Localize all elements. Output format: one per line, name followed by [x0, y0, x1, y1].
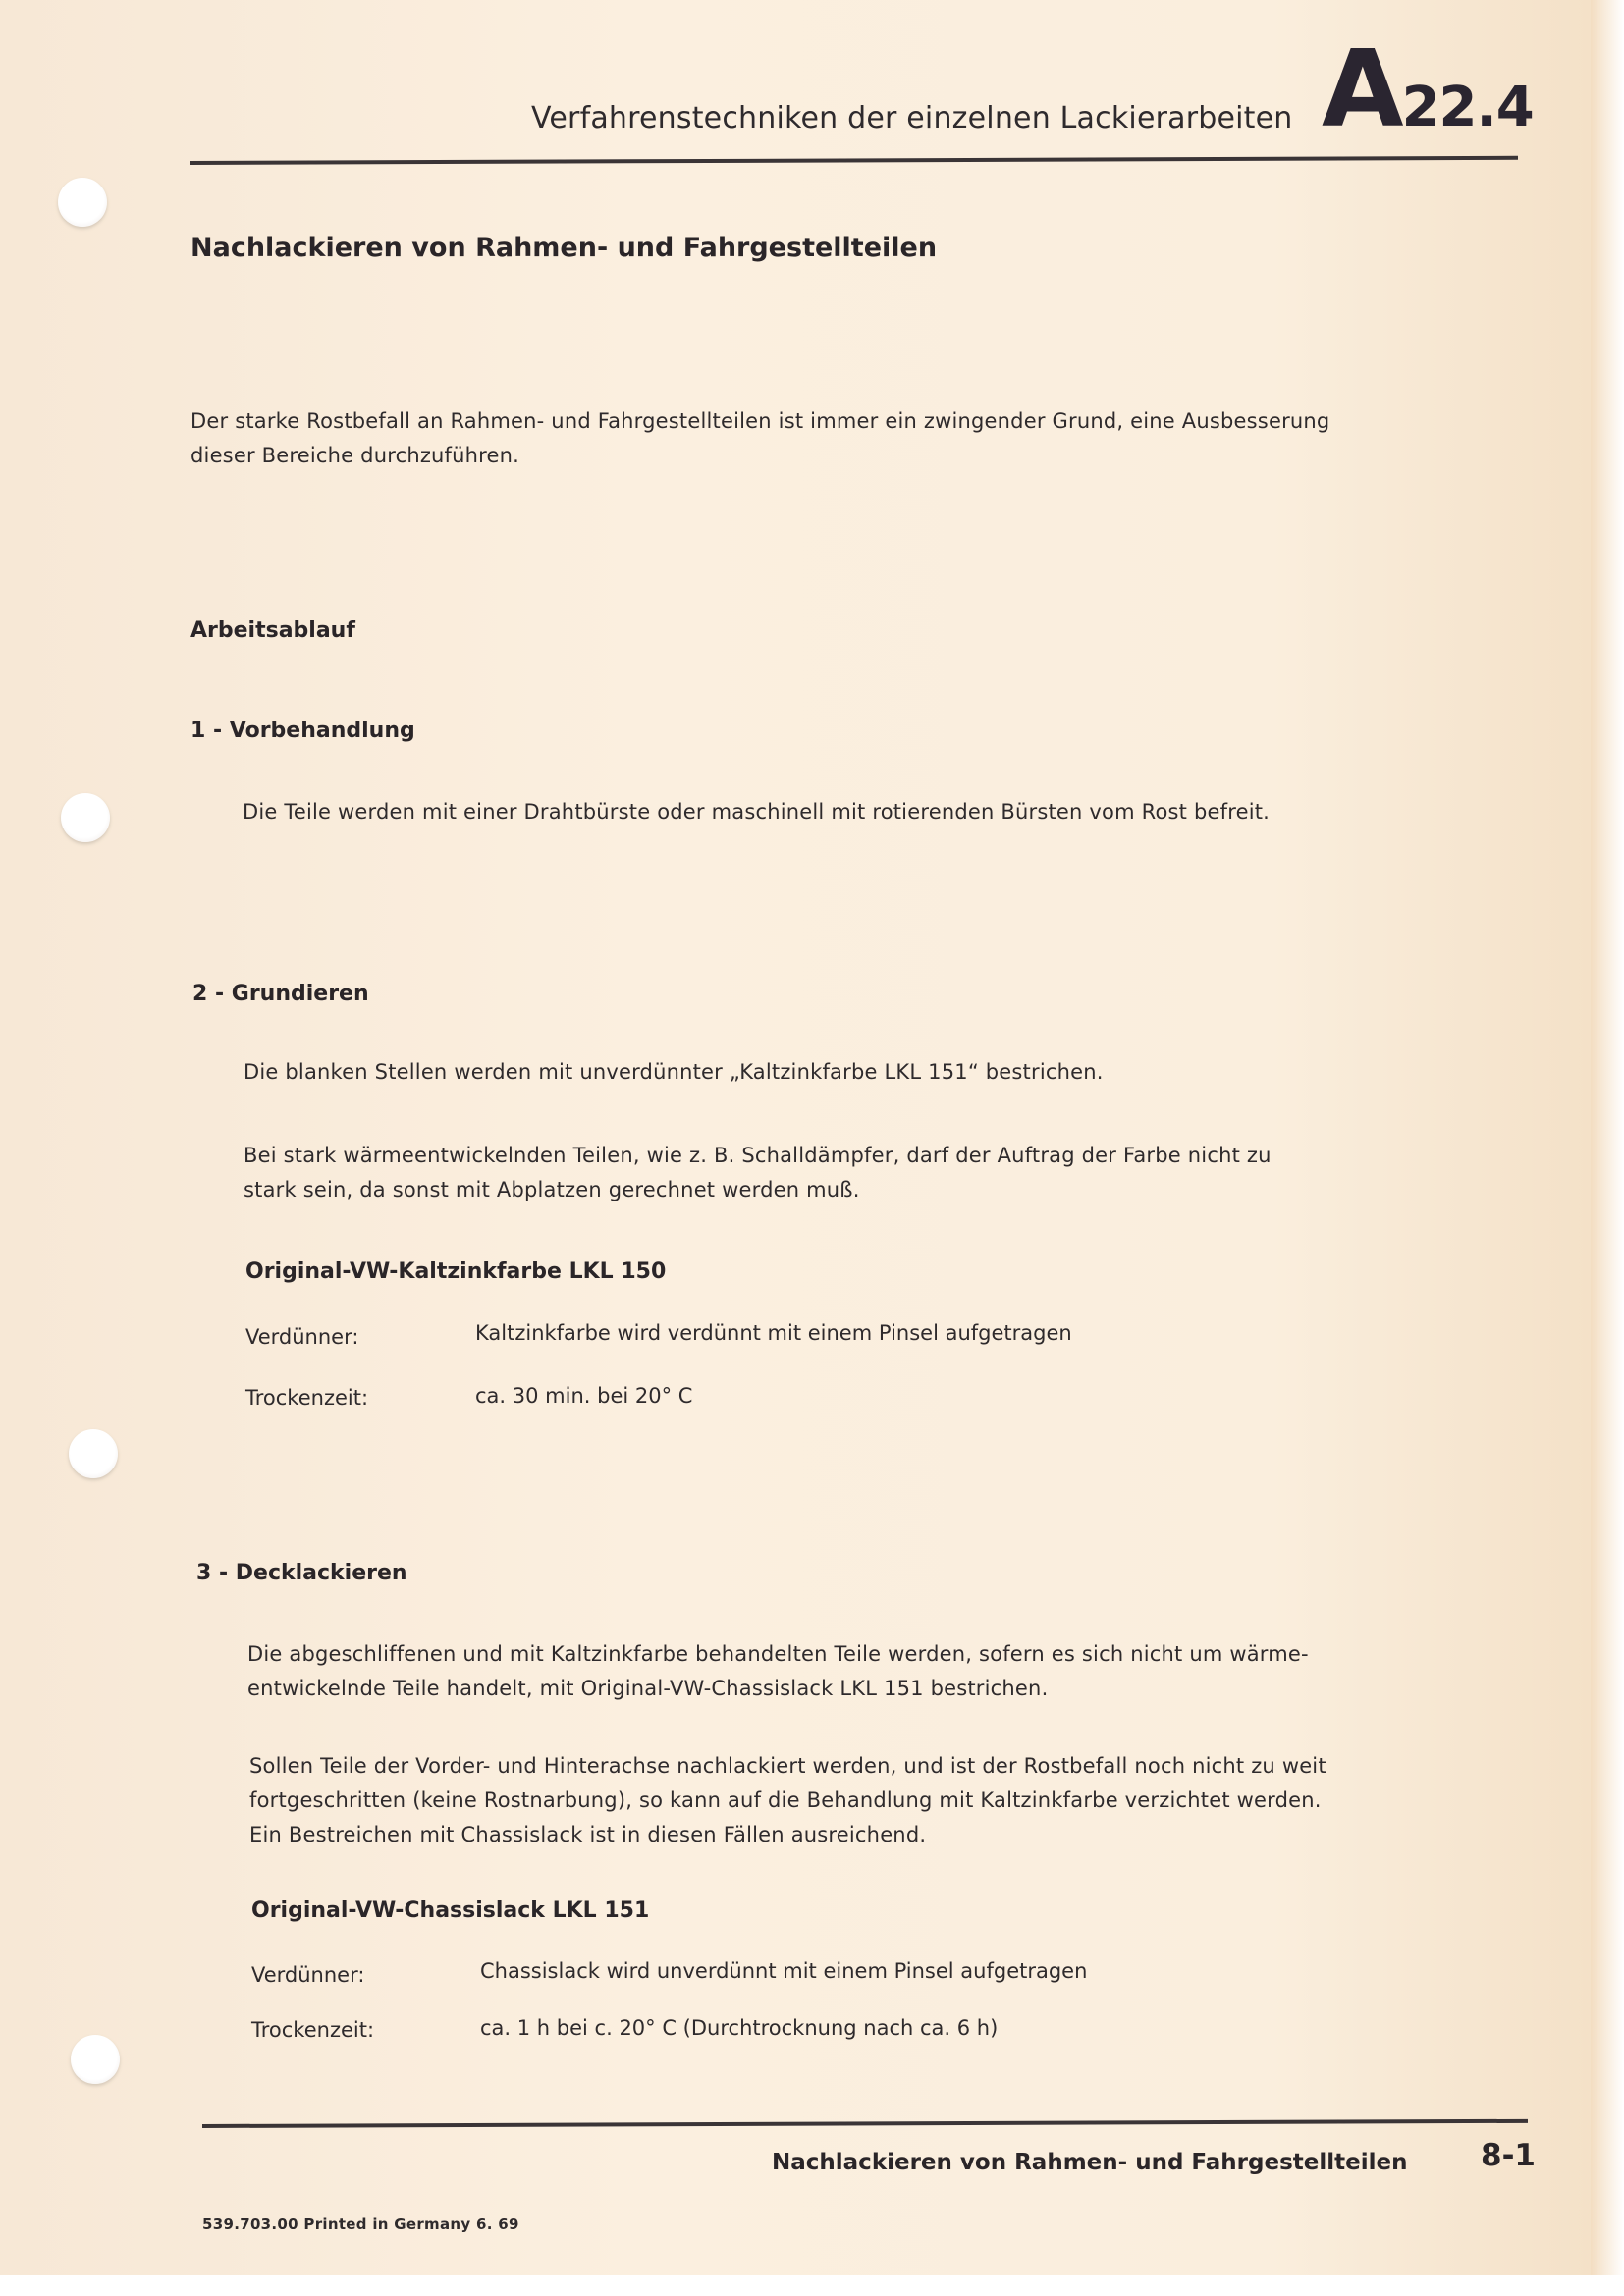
spec-value: Kaltzinkfarbe wird verdünnt mit einem Pinsel aufgetragen [475, 1321, 1072, 1345]
spec-label: Trockenzeit: [251, 2018, 375, 2042]
step-paragraph [244, 1139, 1272, 1207]
spec-label: Verdünner: [251, 1963, 365, 1987]
step-paragraph [244, 1055, 1104, 1090]
punch-hole [69, 1429, 118, 1478]
section-code [1322, 28, 1534, 151]
step-heading: 2 - Grundieren [192, 982, 369, 1006]
section-code-number: 22.4 [1401, 76, 1534, 139]
step-heading: 3 - Decklackieren [196, 1561, 407, 1585]
punch-hole [71, 2035, 120, 2084]
footer-title: Nachlackieren von Rahmen- und Fahrgestellteilen [772, 2150, 1408, 2175]
spec-label: Verdünner: [245, 1325, 359, 1349]
intro-paragraph [190, 404, 1329, 473]
punch-hole [58, 178, 107, 227]
intro-line: Der starke Rostbefall an Rahmen- und Fahrgestellteilen ist immer ein zwingender Grund, eine Ausbesserung [190, 409, 1330, 433]
spec-label: Trockenzeit: [245, 1386, 369, 1410]
spec-value: Chassislack wird unverdünnt mit einem Pinsel aufgetragen [480, 1959, 1088, 1983]
workflow-heading: Arbeitsablauf [190, 618, 355, 643]
spec-value: ca. 30 min. bei 20° C [475, 1384, 693, 1408]
step-heading: 1 - Vorbehandlung [190, 719, 415, 743]
product-name: Original-VW-Chassislack LKL 151 [251, 1898, 650, 1923]
paragraph-line: Die blanken Stellen werden mit unverdünnter „Kaltzinkfarbe LKL 151“ bestrichen. [244, 1060, 1104, 1084]
paragraph-line: Sollen Teile der Vorder- und Hinterachse nachlackiert werden, und ist der Rostbefall noch nicht zu weit [249, 1754, 1326, 1778]
header-title: Verfahrenstechniken der einzelnen Lackierarbeiten [531, 101, 1293, 135]
section-code-letter: A [1322, 28, 1402, 151]
document-title: Nachlackieren von Rahmen- und Fahrgestellteilen [190, 233, 938, 263]
spec-value: ca. 1 h bei c. 20° C (Durchtrocknung nach ca. 6 h) [480, 2016, 999, 2040]
intro-line: dieser Bereiche durchzuführen. [190, 444, 520, 467]
paragraph-line: Die Teile werden mit einer Drahtbürste oder maschinell mit rotierenden Bürsten vom Rost befreit. [243, 800, 1271, 824]
paragraph-line: entwickelnde Teile handelt, mit Original-VW-Chassislack LKL 151 bestrichen. [247, 1677, 1049, 1700]
paragraph-line: Ein Bestreichen mit Chassislack ist in diesen Fällen ausreichend. [249, 1823, 927, 1846]
paragraph-line: stark sein, da sonst mit Abplatzen gerechnet werden muß. [244, 1178, 860, 1201]
paragraph-line: fortgeschritten (keine Rostnarbung), so kann auf die Behandlung mit Kaltzinkfarbe verzichtet werden. [249, 1789, 1322, 1812]
page-edge [1591, 0, 1624, 2275]
print-info: 539.703.00 Printed in Germany 6. 69 [202, 2216, 519, 2233]
paragraph-line: Die abgeschliffenen und mit Kaltzinkfarbe behandelten Teile werden, sofern es sich nicht um wärme- [247, 1642, 1309, 1666]
punch-hole [61, 793, 110, 842]
step-paragraph [249, 1749, 1326, 1852]
step-paragraph [247, 1637, 1309, 1706]
page-number: 8-1 [1481, 2138, 1537, 2173]
step-paragraph [243, 795, 1270, 829]
paragraph-line: Bei stark wärmeentwickelnden Teilen, wie z. B. Schalldämpfer, darf der Auftrag der Farbe nicht zu [244, 1144, 1272, 1167]
product-name: Original-VW-Kaltzinkfarbe LKL 150 [245, 1259, 667, 1284]
